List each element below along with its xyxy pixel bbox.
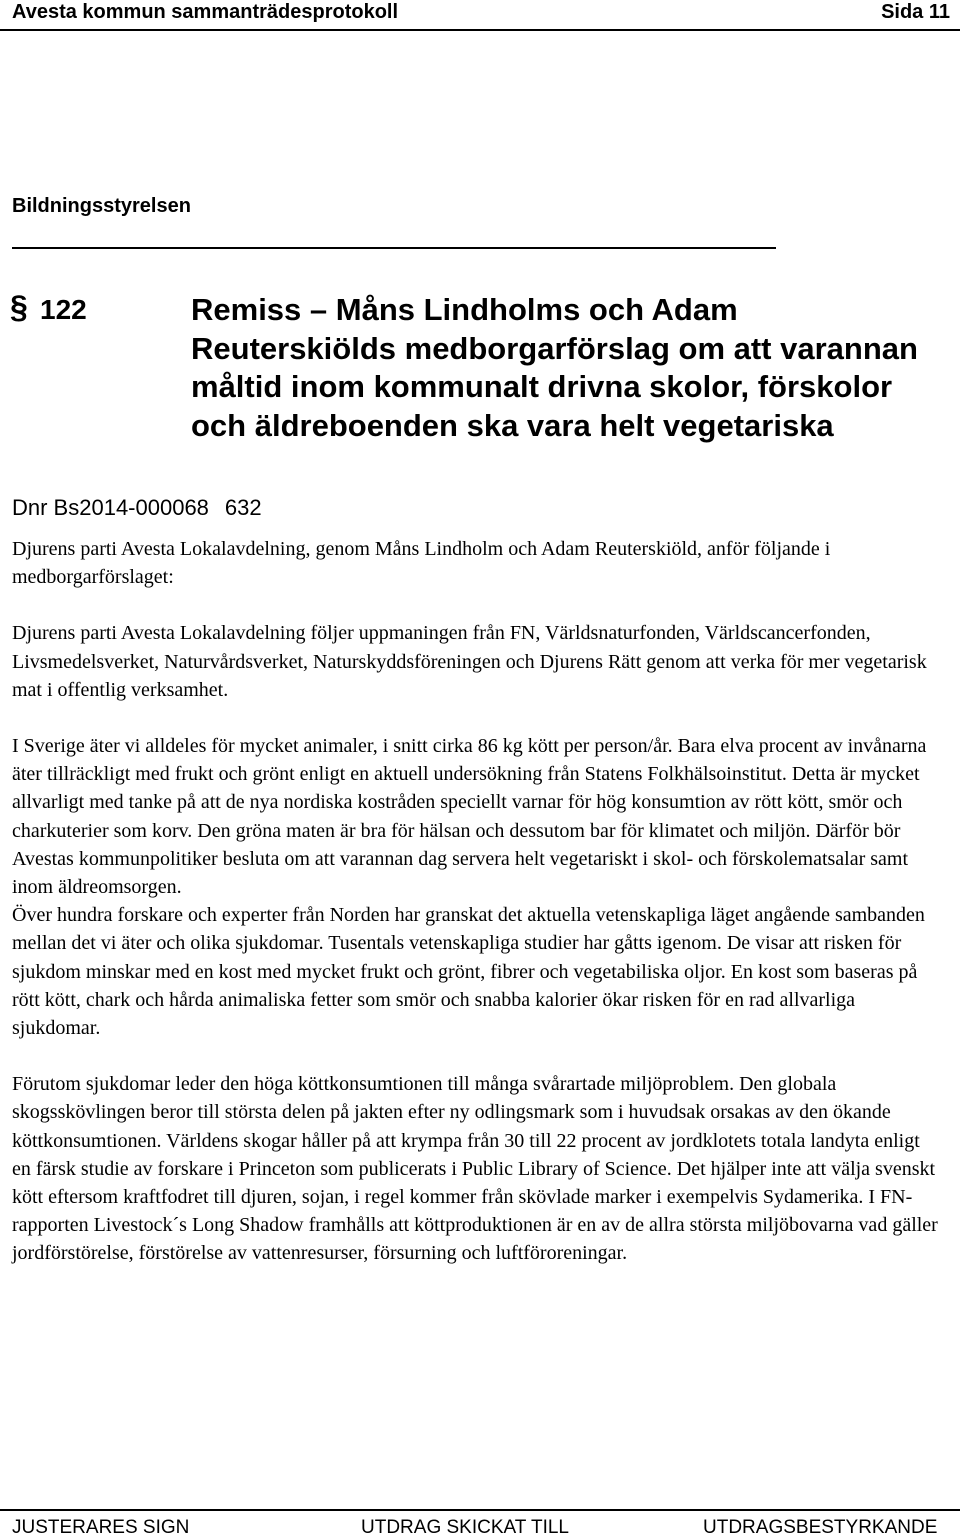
page-footer [0, 1508, 960, 1536]
body-paragraph: Djurens parti Avesta Lokalavdelning, genom Måns Lindholm och Adam Reuterskiöld, anför följande i medborgarförslaget: [12, 538, 831, 589]
section-title: Bildningsstyrelsen [12, 195, 191, 217]
body-paragraph: Djurens parti Avesta Lokalavdelning följer uppmaningen från FN, Världsnaturfonden, Världscancerfonden, Livsmedelsverket, Naturvårdsverket, Naturskyddsföreningen och Djurens Rätt genom att verka för mer vegetarisk mat i offentlig verksamhet. [12, 622, 927, 701]
footer-utdragsbestyrkande: UTDRAGSBESTYRKANDE [703, 1517, 938, 1538]
case-title: Remiss – Måns Lindholms och Adam Reuterskiölds medborgarförslag om att varannan måltid inom kommunalt drivna skolor, förskolor och äldreboenden ska vara helt vegetariska [191, 292, 918, 443]
footer-utdrag-skickat-till: UTDRAG SKICKAT TILL [361, 1517, 569, 1538]
body-paragraph: Förutom sjukdomar leder den höga köttkonsumtionen till många svårartade miljöproblem. Den globala skogsskövlingen beror till största delen på jakten efter ny odlingsmark som i huvudsak orsakas av den ökande köttkonsumtionen. Världens skogar håller på att krympa från 30 till 22 procent av jordklotets totala landyta enligt en färsk studie av forskare i Princeton som publicerats i Public Library of Science. Det hjälper inte att välja svenskt kött eftersom kraftfodret till djuren, sojan, i regel kommer från skövlade marker i exempelvis Sydamerika. I FN-rapporten Livestock´s Long Shadow framhålls att köttproduktionen är en av de allra största miljöbovarna vad gäller jordförstörelse, förstörelse av vattenresurser, försurning och luftföroreningar. [12, 1073, 938, 1265]
footer-divider [0, 1509, 960, 1511]
document-title: Avesta kommun sammanträdesprotokoll [12, 1, 399, 23]
section-divider [12, 247, 776, 249]
case-number: 122 [40, 294, 87, 325]
dnr-code: 632 [224, 495, 262, 520]
page-header [0, 0, 960, 26]
paragraph-sign: § [10, 289, 28, 325]
page-number: Sida 11 [881, 1, 950, 23]
header-divider [0, 29, 960, 31]
body-paragraph: Över hundra forskare och experter från Norden har granskat det aktuella vetenskapliga läget angående sambanden mellan det vi äter och olika sjukdomar. Tusentals vetenskapliga studier har gåtts igenom. De visar att risken för sjukdom minskar med en kost med mycket frukt och grönt, fibrer och vegetabiliska oljor. En kost som baseras på rött kött, chark och hårda animaliska fetter som smör och snabba kalorier ökar risken för en rad allvarliga sjukdomar. [12, 904, 925, 1040]
body-paragraph: I Sverige äter vi alldeles för mycket animaler, i snitt cirka 86 kg kött per person/år. Bara elva procent av invånarna äter tillräckligt med frukt och grönt enligt en aktuell undersökning från Statens Folkhälsoinstitut. Detta är mycket allvarligt med tanke på att de nya nordiska kostråden speciellt varnar för hög konsumtion av rött kött, smör och charkuterier som korv. Den gröna maten är bra för hälsan och dessutom bar för klimatet och miljön. Därför bör Avestas kommunpolitiker besluta om att varannan dag servera helt vegetariskt i skol- och förskolematsalar samt inom äldreomsorgen. [12, 735, 927, 899]
dnr-label: Dnr Bs2014-000068 [12, 495, 209, 520]
document-body [12, 535, 942, 1268]
footer-justerares-sign: JUSTERARES SIGN [12, 1517, 190, 1538]
registration-number [12, 493, 262, 523]
